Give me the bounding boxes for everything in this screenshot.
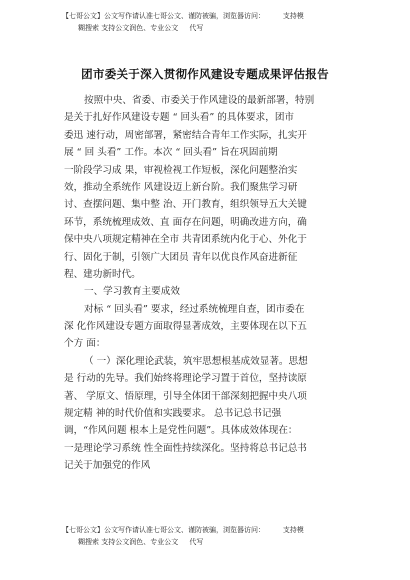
body-line: 深 化作风建设专题方面取得显著成效，主要体现在以下五 [64,321,307,333]
body-line: 行、固化于制，引领广大团员 青年以优良作风奋进新征 [64,251,298,263]
watermark-text: 支持模 [282,526,304,534]
body-line: 是关于扎好作风建设专题 “ 回头看” 的具体要求，团市 [64,112,295,124]
body-line: 对标 “ 回头看” 要求，经过系统梳理自查，团市委在 [84,303,305,315]
body-line: 按照中央、省委、市委关于作风建设的最新部署，特别 [84,95,315,106]
body-line: 展 “ 回 头看” 工作。本次 “ 回头看” 旨在巩固前期 [64,147,278,159]
body-line: 委迅 速行动，周密部署，紧密结合青年工作实际，扎实开 [64,129,307,141]
body-line: 调，“作风问题 根本上是党性问题”。具体成效体现在： [64,425,298,437]
watermark-text: 支持模 [282,12,304,20]
body-line: 是 行动的先导。我们始终将理论学习置于首位，坚持读原 [64,373,307,385]
watermark-text: 【七哥公文】公文写作请认准七哥公文、谨防被骗，浏览器访问： [62,526,265,534]
body-line: 个方 面： [64,338,106,350]
watermark-text: 代写 [189,538,204,546]
watermark-text: 代写 [189,24,204,32]
watermark-text: 糊搜索 支持公文润色、专业公文 [78,538,179,546]
body-line: 环节，系统梳理成效、直 面存在问题，明确改进方向，确 [64,216,307,228]
watermark-header [62,10,312,34]
section-heading: 一、学习教育主要成效 [84,286,180,298]
body-line: 效，推动全系统作 风建设迈上新台阶。我们聚焦学习研 [64,181,298,193]
document-body [64,92,362,475]
watermark-footer [62,524,312,548]
watermark-text: 糊搜索 支持公文润色、专业公文 [78,24,179,32]
watermark-line [62,22,312,34]
body-line: 讨、查摆问题、集中整 治、开门教育，组织领导五大关键 [64,199,307,211]
subsection-heading: （ 一）深化理论武装，筑牢思想根基成效显著。思想 [84,355,308,367]
watermark-line [62,10,312,22]
body-line: 一是理论学习系统 性全面性持续深化。坚持将总书记总书 [64,442,307,454]
watermark-line [62,524,312,536]
body-line: 一阶段学习成 果，审视检视工作短板，深化问题整治实 [64,164,298,176]
watermark-text: 【七哥公文】公文写作请认准七哥公文、谨防被骗，浏览器访问： [62,12,265,20]
watermark-line [62,536,312,548]
body-line: 著、 学原文、悟原理，引导全体团干部深刻把握中央八项 [64,390,307,402]
body-line: 保中央八项规定精神在全市 共青团系统内化于心、外化于 [64,234,307,246]
body-line: 规定精 神的时代价值和实践要求。 总书记总书记强 [64,408,282,420]
document-title: 团市委关于深入贯彻作风建设专题成果评估报告 [81,67,329,81]
body-line: 程、建功新时代。 [64,268,141,280]
body-line: 记关于加强党的作风 [64,460,151,472]
